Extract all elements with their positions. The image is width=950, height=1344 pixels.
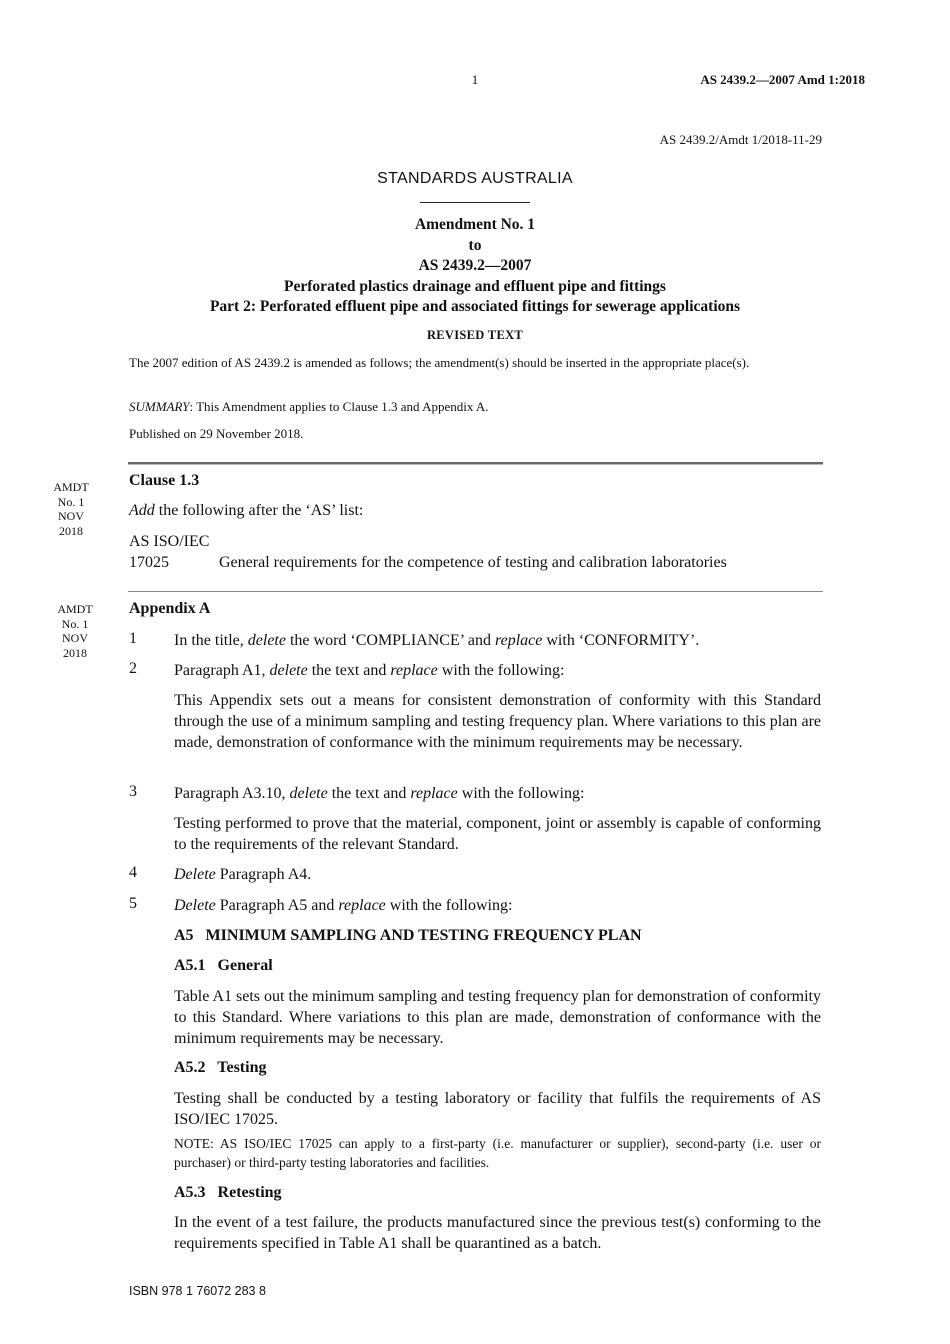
- item-text: the text and: [307, 662, 391, 679]
- reference-code-line-1: AS ISO/IEC: [129, 533, 210, 550]
- appendix-a-heading: Appendix A: [129, 600, 211, 617]
- margin-note-line: No. 1: [57, 494, 85, 509]
- item-3-replacement-text: Testing performed to prove that the material, component, joint or assembly is capable of conforming to the requirements of the relevant Standard.: [174, 815, 821, 853]
- published-date: Published on 29 November 2018.: [129, 426, 304, 441]
- item-text: with the following:: [385, 897, 513, 914]
- item-text: Paragraph A4.: [215, 866, 312, 883]
- document-id: AS 2439.2—2007 Amd 1:2018: [700, 72, 865, 87]
- margin-note-line: AMDT: [53, 480, 89, 494]
- publisher-divider: [420, 202, 530, 203]
- margin-note-line: No. 1: [61, 616, 89, 631]
- title-line-4: Perforated plastics drainage and effluent pipe and fittings: [284, 277, 666, 295]
- amendment-item-5: [174, 895, 821, 916]
- clause-1-3-instruction: [129, 500, 363, 521]
- item-verb: replace: [390, 662, 438, 679]
- item-text: the word ‘COMPLIANCE’ and: [285, 632, 495, 649]
- reference-title: General requirements for the competence of testing and calibration laboratories: [219, 554, 727, 571]
- item-text: Paragraph A5 and: [215, 897, 339, 914]
- item-verb: delete: [247, 632, 286, 649]
- margin-note-line: AMDT: [57, 602, 93, 616]
- amendment-item-1: [174, 630, 821, 651]
- title-block: [0, 215, 950, 318]
- instruction-verb: Add: [129, 502, 155, 519]
- item-text: with ‘CONFORMITY’.: [542, 632, 700, 649]
- item-2-replacement-text: This Appendix sets out a means for consistent demonstration of conformity with this Standard through the use of a minimum sampling and testing frequency plan. Where variations to this plan are made, demonstration of conformance with the minimum requirements may be necessary.: [174, 692, 821, 751]
- a5-1-heading: A5.1 General: [174, 957, 273, 974]
- amendment-item-3: [174, 783, 821, 804]
- margin-note-line: NOV: [58, 509, 84, 523]
- margin-note-1: [46, 480, 96, 538]
- clause-1-3-heading: Clause 1.3: [129, 472, 200, 489]
- item-text: the text and: [327, 785, 411, 802]
- a5-2-heading: A5.2 Testing: [174, 1059, 267, 1076]
- summary-text: : This Amendment applies to Clause 1.3 and Appendix A.: [189, 399, 489, 414]
- margin-note-line: NOV: [62, 631, 88, 645]
- item-number: 5: [129, 895, 137, 912]
- item-verb: Delete: [174, 897, 216, 914]
- a5-3-heading: A5.3 Retesting: [174, 1184, 282, 1201]
- a5-1-text: Table A1 sets out the minimum sampling and testing frequency plan for demonstration of conformity to this Standard. Where variations to this plan are made, demonstration of conformance with the minimum requirements may be necessary.: [174, 988, 821, 1047]
- item-verb: replace: [494, 632, 543, 649]
- a5-3-text: In the event of a test failure, the products manufactured since the previous test(s) conforming to the requirements specified in Table A1 shall be quarantined as a batch.: [174, 1214, 821, 1252]
- item-number: 3: [129, 783, 137, 800]
- a5-heading: A5 MINIMUM SAMPLING AND TESTING FREQUENCY PLAN: [174, 927, 642, 944]
- publisher-name: STANDARDS AUSTRALIA: [377, 170, 573, 187]
- item-number: 4: [129, 864, 137, 881]
- item-number: 1: [129, 630, 137, 647]
- margin-note-2: [50, 602, 100, 660]
- title-line-3: AS 2439.2—2007: [418, 257, 532, 274]
- item-text: Paragraph A3.10,: [174, 785, 290, 802]
- amendment-item-4: [174, 864, 821, 885]
- section-divider-thin: [128, 591, 823, 592]
- item-verb: replace: [338, 897, 386, 914]
- item-verb: delete: [289, 785, 328, 802]
- page-number: 1: [471, 72, 479, 87]
- summary-label: SUMMARY: [129, 399, 190, 414]
- item-text: Paragraph A1,: [174, 662, 270, 679]
- reference-code: [129, 531, 209, 573]
- title-line-2: to: [468, 236, 482, 254]
- margin-note-line: 2018: [63, 645, 87, 660]
- title-line-5: Part 2: Perforated effluent pipe and associated fittings for sewerage applications: [209, 298, 741, 315]
- revised-text-label: REVISED TEXT: [426, 328, 524, 342]
- reference-code-line-2: 17025: [129, 554, 169, 571]
- item-verb: replace: [410, 785, 458, 802]
- isbn: ISBN 978 1 76072 283 8: [129, 1284, 266, 1298]
- item-text: In the title,: [174, 632, 248, 649]
- instruction-text: the following after the ‘AS’ list:: [154, 502, 364, 519]
- item-number: 2: [129, 660, 137, 677]
- item-text: with the following:: [457, 785, 585, 802]
- item-verb: delete: [269, 662, 308, 679]
- section-divider-thick: [128, 462, 823, 465]
- title-line-1: Amendment No. 1: [414, 216, 536, 233]
- a5-2-text: Testing shall be conducted by a testing laboratory or facility that fulfils the requirements of AS ISO/IEC 17025.: [174, 1090, 821, 1128]
- a5-2-note: NOTE: AS ISO/IEC 17025 can apply to a first-party (i.e. manufacturer or supplier), second-party (i.e. user or purchaser) or third-party testing laboratories and facilities.: [174, 1136, 821, 1170]
- summary-paragraph: [129, 398, 821, 416]
- amendment-item-2: [174, 660, 821, 681]
- margin-note-line: 2018: [59, 523, 83, 538]
- amendment-reference: AS 2439.2/Amdt 1/2018-11-29: [659, 132, 822, 147]
- item-text: with the following:: [437, 662, 565, 679]
- intro-paragraph: The 2007 edition of AS 2439.2 is amended as follows; the amendment(s) should be inserted in the appropriate place(s).: [129, 355, 750, 370]
- item-verb: Delete: [174, 866, 216, 883]
